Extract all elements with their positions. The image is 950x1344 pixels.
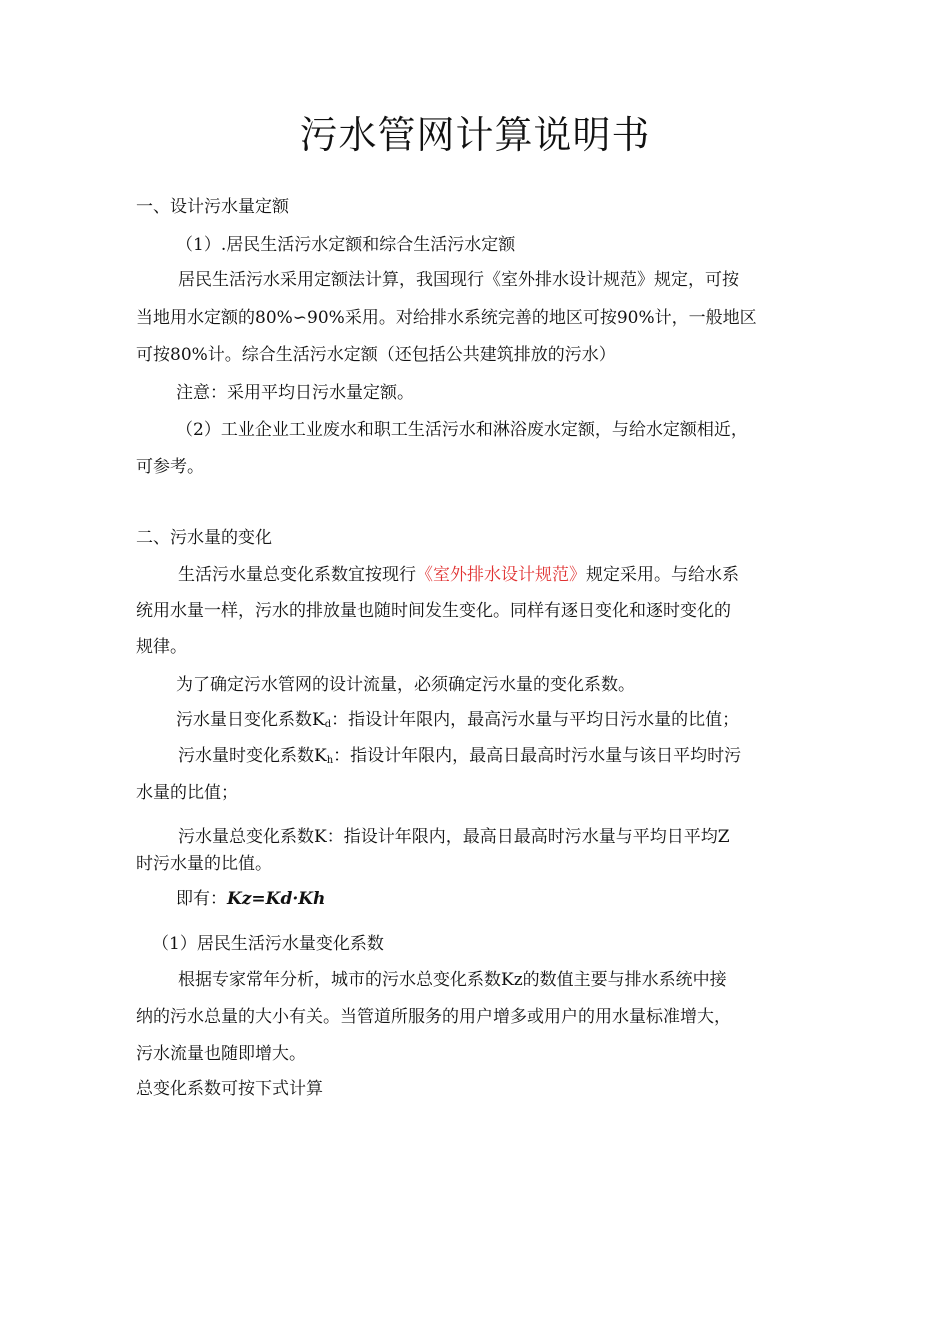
section2-p1-text-b: 规定采用。与给水系 [586,565,739,585]
kh-subscript: h [326,755,334,766]
section1-sub2-line1: （2）工业企业工业废水和职工生活污水和淋浴废水定额，与给水定额相近， [176,420,748,440]
kh-text-b: ：指设计年限内，最高日最高时污水量与该日平均时污 [333,746,742,766]
total-variation-coefficient-line1: 污水量总变化系数K：指设计年限内，最高日最高时污水量与平均日平均Z [178,827,730,847]
section1-note: 注意：采用平均日污水量定额。 [176,383,414,403]
formula: Kz=Kd·Kh [227,889,326,909]
section1-heading: 一、设计污水量定额 [136,197,289,217]
section2-heading: 二、污水量的变化 [136,528,272,548]
section2-p1-line1 [178,563,868,587]
formula-label: 即有： [176,889,227,909]
standard-reference-highlight: 《室外排水设计规范》 [416,565,586,585]
kh-text-a: 污水量时变化系数K [178,746,327,766]
section2-sub1: （1）居民生活污水量变化系数 [152,934,384,954]
section2-p2: 为了确定污水管网的设计流量，必须确定污水量的变化系数。 [176,675,635,695]
kd-subscript: d [324,719,332,730]
section2-p1-line2: 统用水量一样，污水的排放量也随时间发生变化。同样有逐日变化和逐时变化的 [136,601,731,621]
section1-sub2-line2: 可参考。 [136,457,204,477]
section1-sub1: （1）.居民生活污水定额和综合生活污水定额 [176,235,516,255]
document-title: 污水管网计算说明书 [299,113,651,157]
section1-p1-line1: 居民生活污水采用定额法计算，我国现行《室外排水设计规范》规定，可按 [178,270,739,290]
section2-p1-text-a: 生活污水量总变化系数宜按现行 [178,565,416,585]
section2-p3-line1: 根据专家常年分析，城市的污水总变化系数Kz的数值主要与排水系统中接 [178,970,727,990]
kh-line2: 水量的比值； [136,783,238,803]
section1-p1-line3: 可按80%计。综合生活污水定额（还包括公共建筑排放的污水） [136,345,616,365]
daily-variation-coefficient-line [176,708,866,737]
hourly-variation-coefficient-line [178,744,868,773]
section2-p4: 总变化系数可按下式计算 [136,1079,323,1099]
total-variation-coefficient-line2: 时污水量的比值。 [136,854,272,874]
formula-line [176,887,866,911]
section2-p1-line3: 规律。 [136,637,187,657]
section2-p3-line3: 污水流量也随即增大。 [136,1044,306,1064]
kd-text-a: 污水量日变化系数K [176,710,325,730]
section2-p3-line2: 纳的污水总量的大小有关。当管道所服务的用户增多或用户的用水量标准增大， [136,1007,731,1027]
section1-p1-line2: 当地用水定额的80%∽90%采用。对给排水系统完善的地区可按90%计，一般地区 [136,308,757,328]
kd-text-b: ：指设计年限内，最高污水量与平均日污水量的比值； [331,710,740,730]
